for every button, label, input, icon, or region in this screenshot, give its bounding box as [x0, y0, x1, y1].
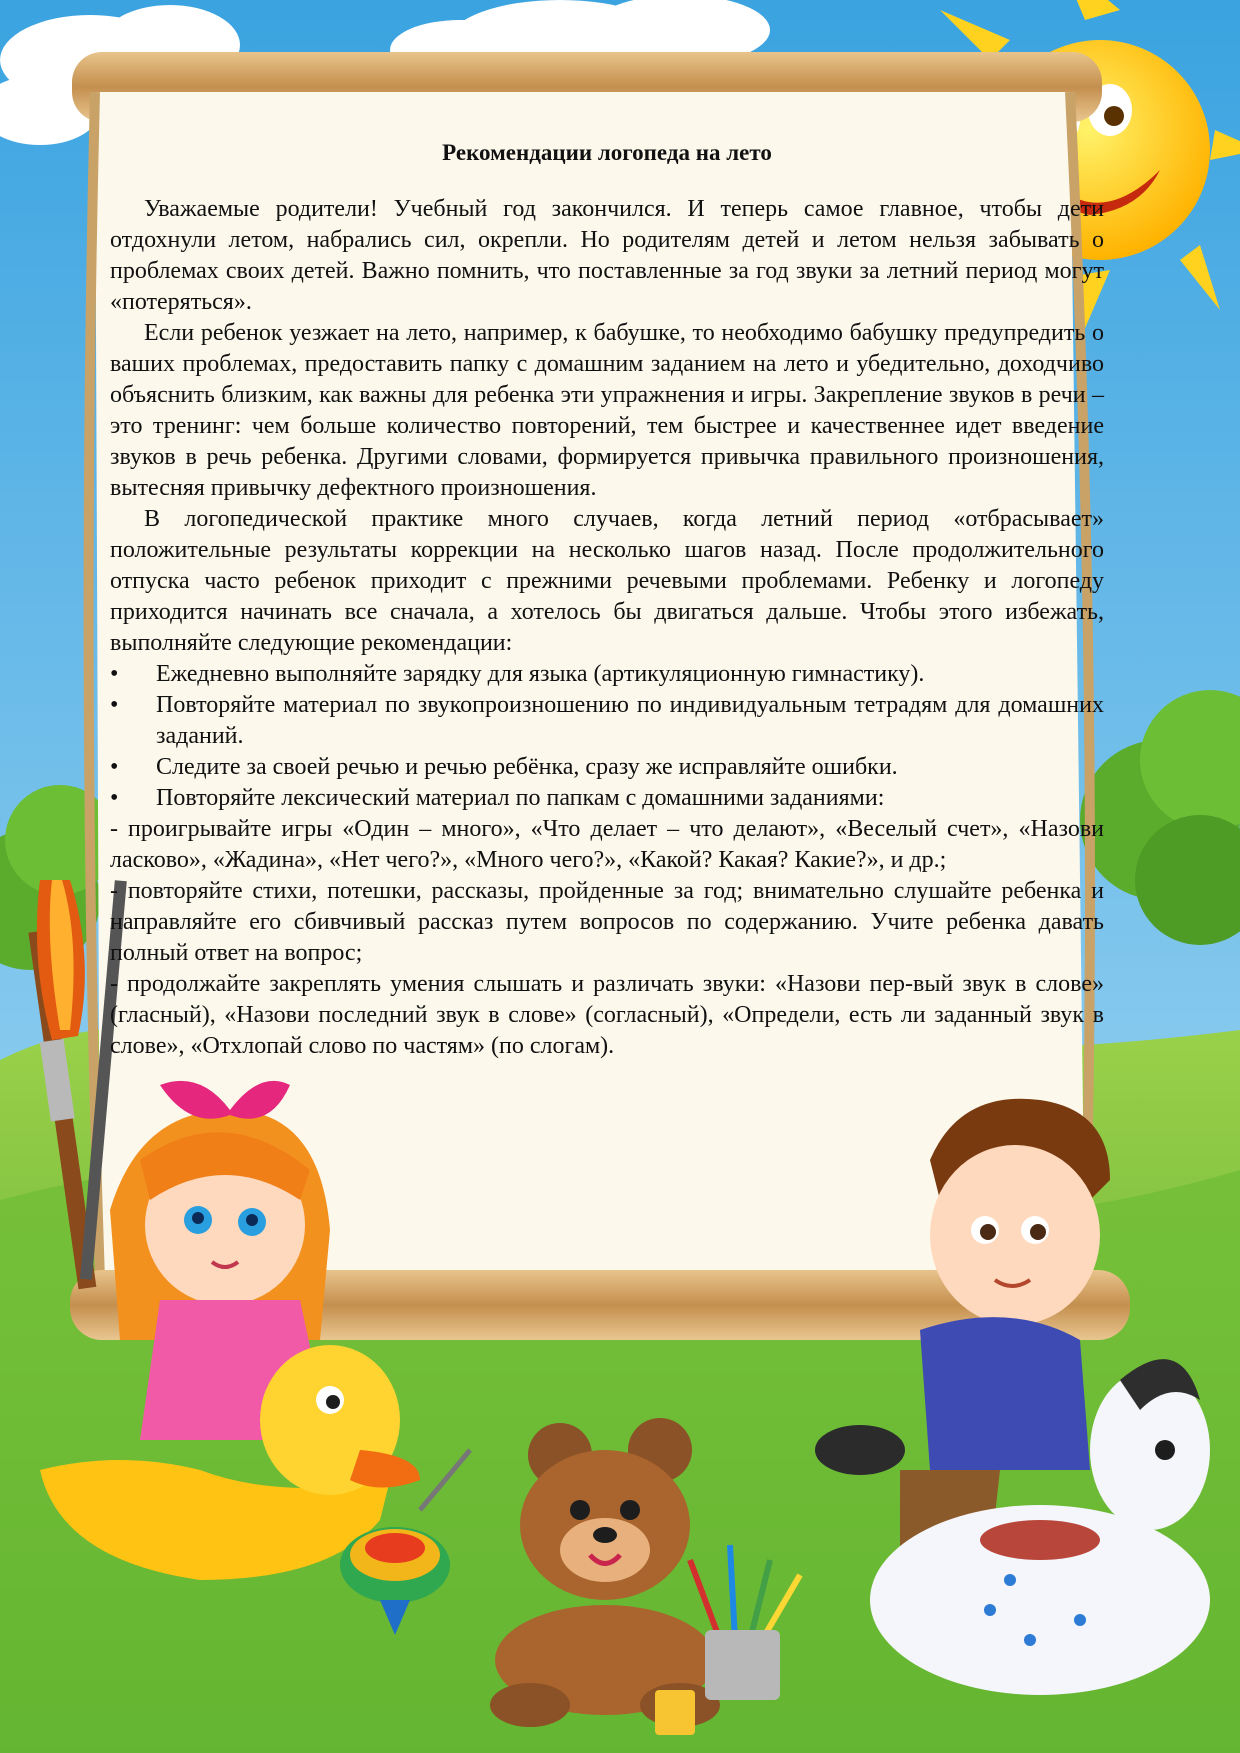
list-item	[110, 690, 1104, 752]
paragraph: Если ребенок уезжает на лето, например, к бабушке, то необходимо бабушку предупредить о ваших проблемах, предоставить папку с домашним заданием на лето и убедительно, доходчиво объяснить близким, как важны для ребенка эти упражнения и игры. Закрепление звуков в речи – это тренинг: чем больше количество повторений, тем быстрее и качественнее идет введение звуков в речь ребенка. Другими словами, формируется привычка правильного произношения, вытесняя привычку дефектного произношения.	[110, 320, 1104, 501]
list-item-text: Следите за своей речью и речью ребёнка, сразу же исправляйте ошибки.	[156, 754, 898, 780]
dash-item: - проигрывайте игры «Один – много», «Что делает – что делают», «Веселый счет», «Назови ласково», «Жадина», «Нет чего?», «Много чего?», «Какой? Какая? Какие?», и др.;	[110, 816, 1104, 873]
bullet-icon: •	[110, 754, 119, 780]
list-item	[110, 659, 1104, 690]
paragraph: В логопедической практике много случаев, когда летний период «отбрасывает» положительные результаты коррекции на несколько шагов назад. После продолжительного отпуска часто ребенок приходит с прежними речевыми проблемами. Ребенку и логопеду приходится начинать все сначала, а хотелось бы двигаться дальше. Чтобы этого избежать, выполняйте следующие рекомендации:	[110, 506, 1104, 656]
list-item-text: Повторяйте лексический материал по папкам с домашними заданиями:	[156, 785, 885, 811]
page-title: Рекомендации логопеда на лето	[442, 140, 772, 165]
list-item-text: Повторяйте материал по звукопроизношению по индивидуальным тетрадям для домашних заданий.	[156, 692, 1104, 749]
list-item	[110, 783, 1104, 814]
bullet-icon: •	[110, 661, 119, 687]
list-item	[110, 752, 1104, 783]
list-item-text: Ежедневно выполняйте зарядку для языка (артикуляционную гимнастику).	[156, 661, 925, 687]
dash-item: - продолжайте закреплять умения слышать и различать звуки: «Назови пер-вый звук в слове» (гласный), «Назови последний звук в слове» (согласный), «Определи, есть ли заданный звук в слове», «Отхлопай слово по частям» (по слогам).	[110, 971, 1104, 1059]
bullet-icon: •	[110, 692, 119, 718]
dash-item: - повторяйте стихи, потешки, рассказы, пройденные за год; внимательно слушайте ребенка и направляйте его сбивчивый рассказ путем вопросов по содержанию. Учите ребенка давать полный ответ на вопрос;	[110, 878, 1104, 966]
paragraph: Уважаемые родители! Учебный год закончился. И теперь самое главное, чтобы дети отдохнули летом, набрались сил, окрепли. Но родителям детей и летом нельзя забывать о проблемах своих детей. Важно помнить, что поставленные за год звуки за летний период могут «потеряться».	[110, 196, 1104, 315]
text-area	[110, 140, 1104, 1062]
bullet-icon: •	[110, 785, 119, 811]
